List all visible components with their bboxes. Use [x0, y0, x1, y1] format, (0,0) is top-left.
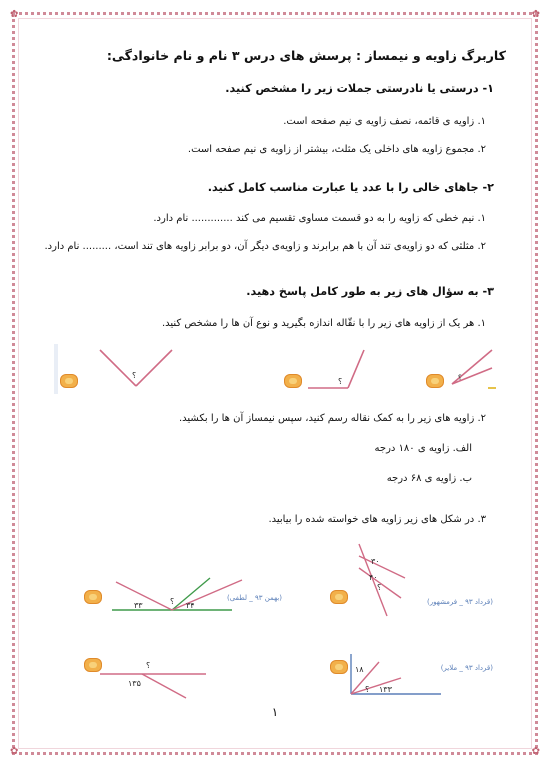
q3-figure-d [345, 650, 495, 700]
section3-heading: ۳- به سؤال های زیر به طور کامل پاسخ دهید. [246, 285, 494, 298]
section1-heading: ۱- درستی یا نادرستی جملات زیر را مشخص کنید. [225, 82, 494, 95]
question-2: ۲. زاویه های زیر را به کمک نقاله رسم کنید، سپس نیمساز آن ها را بکشید. [178, 413, 486, 424]
worksheet-title: کاربرگ زاویه و نیمساز : پرسش های درس ۳ نام و نام خانوادگی: [106, 48, 506, 63]
badge-be [284, 374, 302, 388]
badge-jim [426, 374, 444, 388]
angle-unknown-label: ؟ [458, 374, 462, 382]
angle-unknown-label: ؟ [170, 597, 175, 606]
q3-figure-a [82, 560, 282, 620]
corner-ornament: ✿ [531, 746, 540, 757]
figure-source-tag: (قرداد ۹۳ _ فرمشهور) [426, 598, 493, 606]
q3-figure-c [82, 652, 212, 702]
corner-ornament: ✿ [10, 9, 19, 20]
figure-source-tag: (قرداد ۹۳ _ ملایر) [440, 664, 493, 672]
angle-unknown-label: ؟ [377, 583, 382, 592]
angle-figure-jim [444, 346, 496, 390]
q1-figures [46, 340, 496, 400]
angle-value: ۱۳۵ [128, 679, 141, 688]
angle-value: ۱۸ [355, 665, 364, 674]
angle-value: ۳۰ [371, 557, 380, 566]
badge-alef [60, 374, 78, 388]
angle-unknown-label: ؟ [338, 377, 343, 386]
angle-figure-alef [96, 346, 176, 390]
question-3: ۳. در شکل های زیر زاویه های خواسته شده را بیابید. [268, 514, 486, 525]
section2-heading: ۲- جاهای خالی را با عدد یا عبارت مناسب کامل کنید. [207, 181, 494, 194]
corner-ornament: ✿ [531, 9, 540, 20]
question-2-part: ب. زاویه ی ۶۸ درجه [386, 473, 472, 484]
section1-item: ۲. مجموع زاویه های داخلی یک مثلث، بیشتر از زاویه ی نیم صفحه است. [187, 144, 486, 155]
angle-value: ۴۰ [369, 573, 378, 582]
angle-value: ۱۳۳ [379, 685, 392, 694]
question-1: ۱. هر یک از زاویه های زیر را با نقّاله اندازه بگیرید و نوع آن ها را مشخص کنید. [161, 318, 486, 329]
badge-figure-b [330, 590, 348, 604]
angle-value: ۳۳ [134, 601, 143, 610]
badge-figure-c [84, 658, 102, 672]
angle-unknown-label: ؟ [365, 685, 370, 694]
question-2-part: الف. زاویه ی ۱۸۰ درجه [374, 443, 472, 454]
section2-item: ۲. مثلثی که دو زاویه‌ی تند آن با هم برابرند و زاویه‌ی دیگر آن، دو برابر زاویه های تند است، ......... نام دارد. [44, 241, 486, 252]
corner-ornament: ✿ [10, 746, 19, 757]
angle-value: ۳۴ [186, 601, 195, 610]
badge-figure-d [330, 660, 348, 674]
figure-source-tag: (بهمن ۹۳ _ لطفی) [227, 594, 282, 602]
badge-figure-a [84, 590, 102, 604]
page-number: ۱ [271, 705, 279, 719]
section2-item: ۱. نیم خطی که زاویه را به دو قسمت مساوی تقسیم می کند ............. نام دارد. [153, 213, 486, 224]
figure-scan-strip [54, 344, 58, 394]
angle-figure-be [304, 346, 374, 390]
angle-unknown-label: ؟ [146, 661, 151, 670]
q3-figure-b [345, 540, 495, 620]
section1-item: ۱. زاویه ی قائمه، نصف زاویه ی نیم صفحه است. [283, 116, 486, 127]
angle-unknown-label: ؟ [132, 371, 137, 380]
